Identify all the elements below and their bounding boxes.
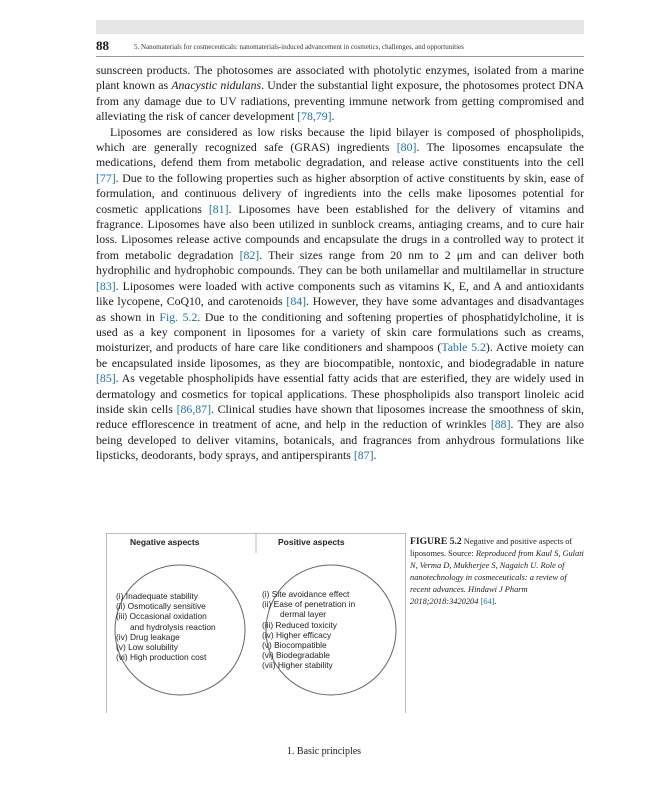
caption-label: FIGURE 5.2	[410, 536, 462, 547]
text-run: . Liposomes have been established for the delivery of vitamins and fragrance. Liposomes have also been utilized in sunblock creams, antiaging creams, and to cure hair loss. Liposomes release active compounds and encapsulate the drugs in a controlled way to protect it from metabolic degradation	[96, 201, 584, 262]
list-item: (v) Low solubility	[116, 642, 178, 653]
list-item: (ii) Ease of penetration in	[262, 599, 356, 610]
paragraph-1	[96, 63, 584, 125]
citation-link[interactable]: [82]	[239, 247, 260, 262]
list-item: (vi) Biodegradable	[262, 650, 330, 661]
text-run: . Due to the conditioning and softening properties of phosphatidylcholine, it is used as a key component in liposomes for a variety of skin care formulations such as creams, moisturizer, and products of hare care like conditioners and shampoos (	[96, 309, 585, 355]
text-run: . Liposomes were loaded with active components such as vitamins K, E, and A and antioxidants like lycopene, CoQ10, and carotenoids	[96, 278, 584, 309]
figure-link[interactable]: Fig. 5.2	[159, 309, 198, 324]
text-run: . Due to the following properties such as higher absorption of active constituents by skin, ease of formulation, and continuous delivery of ingredients into the cells make liposomes potential for cosmetic applications	[96, 170, 584, 216]
caption-text: .	[494, 597, 497, 606]
list-item: (v) Biocompatible	[262, 640, 327, 651]
list-item: (i) Inadequate stability	[116, 591, 198, 601]
text-run: . They are also being developed to deliver vitamins, botanicals, and fragrances from anhydrous formulations like lipsticks, deodorants, body sprays, and antiperspirants	[96, 417, 584, 463]
text-run: Liposomes are considered as low risks because the lipid bilayer is composed of phospholipids, which are generally recognized safe (GRAS) ingredients	[96, 124, 584, 155]
list-item: (iii) Occasional oxidation	[116, 611, 207, 622]
citation-link[interactable]: [83]	[96, 278, 116, 293]
header-rule	[96, 56, 584, 57]
list-item: (iii) Reduced toxicity	[262, 619, 337, 630]
text-run: . Under the substantial light exposure, the photosomes protect DNA from any damage due to UV radiations, preventing immune network from getting compromised and alleviating the risk of cancer development	[96, 78, 584, 124]
header-bar	[96, 20, 584, 34]
species-name: Anacystic nidulans	[171, 78, 262, 93]
citation-link[interactable]: [81]	[208, 201, 229, 216]
list-item: (vii) Higher stability	[262, 660, 333, 671]
text-run: .	[373, 448, 377, 463]
citation-link[interactable]: [77]	[96, 170, 116, 185]
positive-list	[262, 589, 355, 671]
citation-link[interactable]: [88]	[490, 417, 511, 432]
citation-link[interactable]: [84]	[286, 294, 307, 309]
text-run: sunscreen products. The photosomes are associated with photolytic enzymes, isolated from a marine plant known as	[96, 63, 584, 93]
paragraph-2	[96, 125, 584, 464]
list-item: (vi) High production cost	[116, 652, 207, 663]
list-item: and hydrolysis reaction	[130, 621, 216, 632]
running-head: 5. Nanomaterials for cosmeceuticals: nanomaterials-induced advancement in cosmetics, challenges, and opportunities	[134, 43, 464, 51]
negative-list	[116, 591, 216, 662]
caption-text: Negative and positive aspects of liposomes. Source:	[410, 537, 573, 558]
caption-source: Reproduced from Kaul S, Gulati N, Verma D, Mukherjee S, Nagaich U. Role of nanotechnology in cosmeceuticals: a review of recent advances. Hindawi J Pharm 2018;2018:3420204	[410, 549, 584, 606]
table-link[interactable]: Table 5.2	[441, 340, 486, 355]
negative-aspects-title: Negative aspects	[130, 537, 200, 547]
list-item: dermal layer	[280, 609, 327, 620]
citation-link[interactable]: [86,87]	[176, 401, 211, 416]
text-run: . As vegetable phospholipids have essential fatty acids that are esterified, they are widely used in dermatology and cosmetics for topical applications. These phospholipids also transport linoleic acid inside skin cells	[96, 371, 584, 416]
citation-link[interactable]: [78,79]	[297, 109, 332, 124]
citation-link[interactable]: [85]	[96, 371, 116, 386]
page-number: 88	[96, 38, 109, 53]
text-run: . Their sizes range from 20 nm to 2 μm and can deliver both hydrophilic and hydrophobic compounds. They can be both unilamellar and multilamellar in structure	[96, 247, 584, 278]
body-text	[96, 63, 584, 464]
footer-section-label: 1. Basic principles	[286, 746, 362, 757]
figure-caption	[410, 536, 588, 608]
list-item: (iv) Higher efficacy	[262, 629, 332, 640]
text-run: . Clinical studies have shown that liposomes increase the smoothness of skin, reduce efflorescence in treatment of acne, and help in the reduction of wrinkles	[96, 401, 585, 432]
positive-aspects-title: Positive aspects	[278, 537, 345, 547]
text-run: .	[331, 109, 335, 124]
citation-link[interactable]: [87]	[353, 448, 374, 463]
list-item: (ii) Osmotically sensitive	[116, 601, 206, 612]
citation-link[interactable]: [64]	[480, 597, 495, 606]
list-item: (iv) Drug leakage	[116, 631, 180, 642]
text-run: . The liposomes encapsulate the medications, defend them from metabolic degradation, and release active constituents into the cell	[96, 140, 584, 170]
text-run: . However, they have some advantages and disadvantages as shown in	[96, 294, 585, 324]
list-item: (i) Site avoidance effect	[262, 589, 350, 599]
text-run: ). Active moiety can be encapsulated inside liposomes, as they are biocompatible, nontoxic, and biodegradable in nature	[96, 340, 585, 370]
citation-link[interactable]: [80]	[396, 140, 417, 155]
